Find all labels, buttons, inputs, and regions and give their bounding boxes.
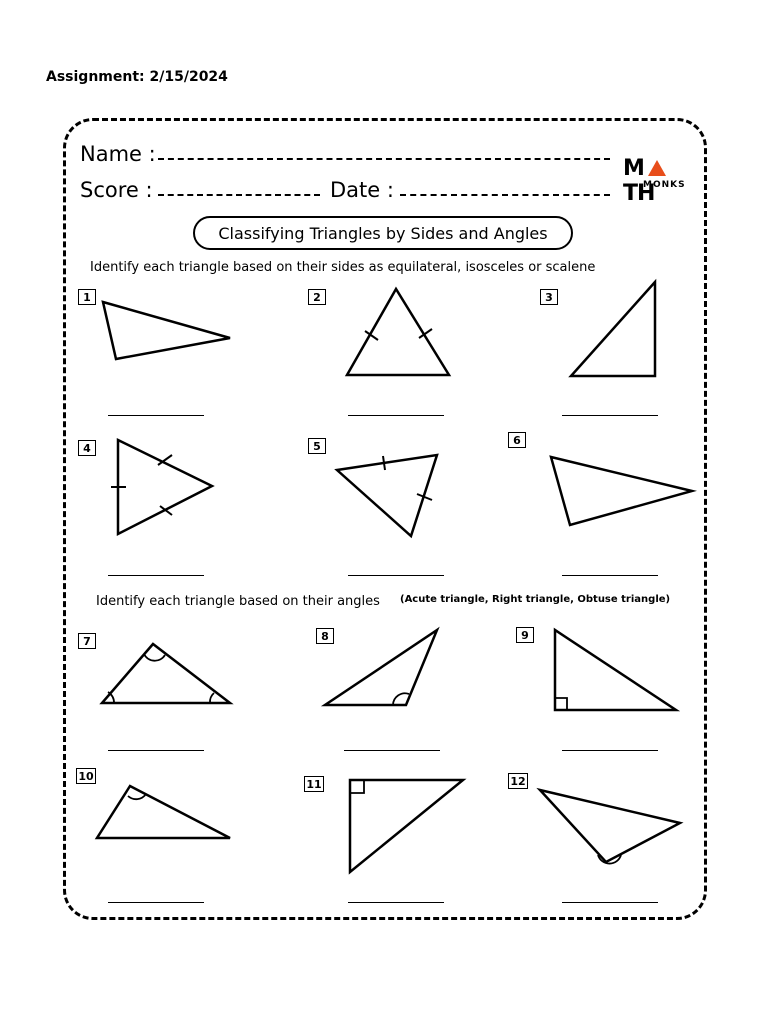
triangle-3 [571,282,655,376]
section2-instruction: Identify each triangle based on their angles [96,594,380,609]
logo-subtext: MONKS [643,180,686,190]
problem-number: 1 [78,289,96,305]
triangle-4 [118,440,212,534]
name-label: Name : [80,142,156,166]
problem-number: 4 [78,440,96,456]
score-label: Score : [80,178,153,202]
logo-text: MTH [623,156,655,206]
triangle-7 [102,644,230,703]
worksheet-title: Classifying Triangles by Sides and Angles [193,216,573,250]
triangle-9 [555,630,676,710]
triangle-12 [540,790,680,862]
problem-number: 11 [304,776,324,792]
triangle-10 [97,786,230,838]
triangle-2 [347,289,449,375]
triangle-8 [325,630,437,705]
problem-number: 7 [78,633,96,649]
problem-number: 12 [508,773,528,789]
problem-number: 6 [508,432,526,448]
problem-number: 8 [316,628,334,644]
problem-number: 9 [516,627,534,643]
problem-number: 10 [76,768,96,784]
triangle-11 [350,780,463,872]
section2-options: (Acute triangle, Right triangle, Obtuse triangle) [400,594,671,605]
assignment-date: Assignment: 2/15/2024 [46,69,228,85]
section1-instruction: Identify each triangle based on their sides as equilateral, isosceles or scalene [90,260,596,275]
problem-number: 2 [308,289,326,305]
triangle-1 [103,302,230,359]
problem-number: 5 [308,438,326,454]
triangle-6 [551,457,692,525]
problem-number: 3 [540,289,558,305]
date-label: Date : [330,178,394,202]
